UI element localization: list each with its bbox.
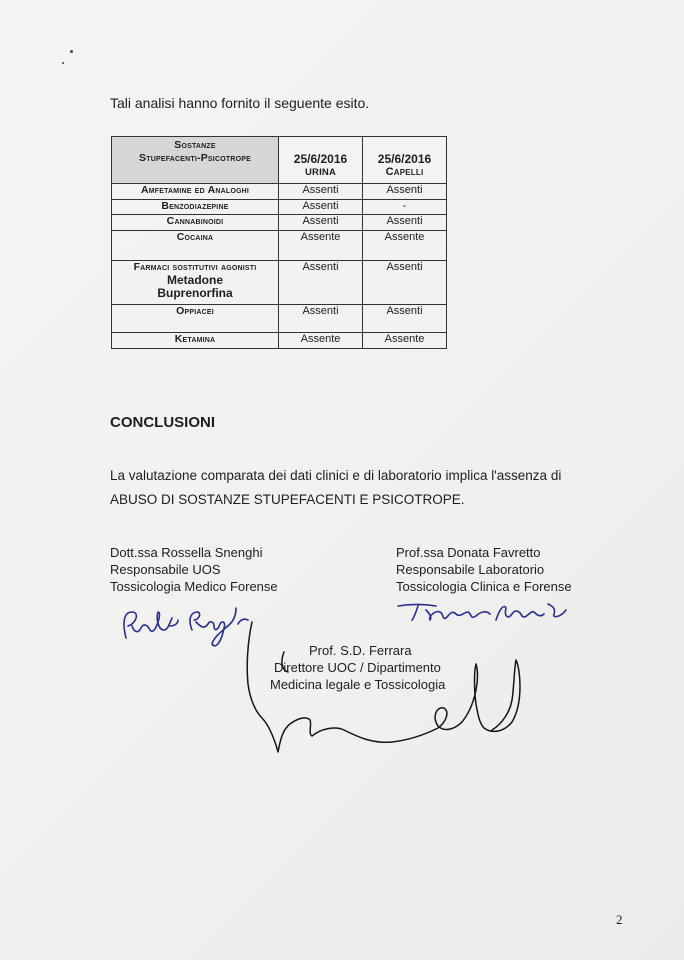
cell-capelli: Assenti <box>363 305 447 333</box>
header-urina-sample: URINA <box>304 167 337 178</box>
header-substances <box>112 137 279 184</box>
header-capelli-sample: Capelli <box>385 166 424 178</box>
signatory-center <box>270 642 445 693</box>
table-header-row <box>112 137 447 184</box>
signature-right <box>398 604 566 620</box>
intro-text: Tali analisi hanno fornito il seguente esito. <box>110 95 370 111</box>
cell-substance: Benzodiazepine <box>112 200 279 215</box>
cell-substance-sub: Metadone <box>166 273 223 287</box>
header-urina <box>279 137 363 184</box>
signatory-center-unit: Medicina legale e Tossicologia <box>270 677 446 692</box>
signatory-right <box>396 544 572 595</box>
cell-substance: Farmaci sostitutivi agonisti <box>133 261 257 273</box>
cell-urina: Assente <box>279 231 363 261</box>
signatory-center-role: Direttore UOC / Dipartimento <box>274 660 441 675</box>
cell-urina: Assenti <box>279 305 363 333</box>
paper-speck <box>62 62 64 64</box>
cell-urina: Assenti <box>279 184 363 200</box>
conclusions-text <box>110 464 590 512</box>
signatory-left-role: Responsabile UOS <box>110 562 221 577</box>
header-capelli <box>363 137 447 184</box>
signature-left <box>124 608 248 646</box>
table-row <box>112 231 447 261</box>
cell-capelli: Assente <box>363 231 447 261</box>
cell-capelli: Assenti <box>363 184 447 200</box>
cell-urina: Assenti <box>279 200 363 215</box>
signatory-left <box>110 544 278 595</box>
table-row <box>112 333 447 349</box>
cell-substance-sub: Buprenorfina <box>157 286 233 300</box>
signatory-left-name: Dott.ssa Rossella Snenghi <box>110 545 263 560</box>
page-number: 2 <box>616 912 623 927</box>
conclusions-title: CONCLUSIONI <box>110 414 215 431</box>
paper-speck <box>70 50 73 53</box>
cell-capelli: - <box>363 200 447 215</box>
header-substances-line2: Stupefacenti-Psicotrope <box>139 152 251 164</box>
results-table <box>111 136 447 349</box>
signatory-left-unit: Tossicologia Medico Forense <box>110 579 278 594</box>
signatory-right-name: Prof.ssa Donata Favretto <box>396 545 541 560</box>
cell-substance-group <box>112 261 279 305</box>
cell-capelli: Assenti <box>363 261 447 305</box>
signatory-right-role: Responsabile Laboratorio <box>396 562 545 577</box>
cell-urina: Assente <box>279 333 363 349</box>
table-row <box>112 215 447 231</box>
conclusions-line2: ABUSO DI SOSTANZE STUPEFACENTI E PSICOTROPE. <box>110 492 465 507</box>
cell-substance: Oppiacei <box>112 305 279 333</box>
table-row <box>112 184 447 200</box>
header-substances-line1: Sostanze <box>174 139 216 151</box>
signatory-center-name: Prof. S.D. Ferrara <box>309 643 412 658</box>
cell-urina: Assenti <box>279 261 363 305</box>
cell-urina: Assenti <box>279 215 363 231</box>
cell-substance: Cannabinoidi <box>112 215 279 231</box>
cell-substance: Cocaina <box>112 231 279 261</box>
cell-capelli: Assente <box>363 333 447 349</box>
table-row <box>112 305 447 333</box>
cell-capelli: Assenti <box>363 215 447 231</box>
conclusions-line1: La valutazione comparata dei dati clinici e di laboratorio implica l'assenza di <box>110 468 562 483</box>
cell-substance: Ketamina <box>112 333 279 349</box>
signatory-right-unit: Tossicologia Clinica e Forense <box>396 579 572 594</box>
table-row <box>112 261 447 305</box>
header-urina-date: 25/6/2016 <box>293 152 348 166</box>
header-capelli-date: 25/6/2016 <box>377 152 432 166</box>
table-row <box>112 200 447 215</box>
cell-substance: Amfetamine ed Analoghi <box>112 184 279 200</box>
